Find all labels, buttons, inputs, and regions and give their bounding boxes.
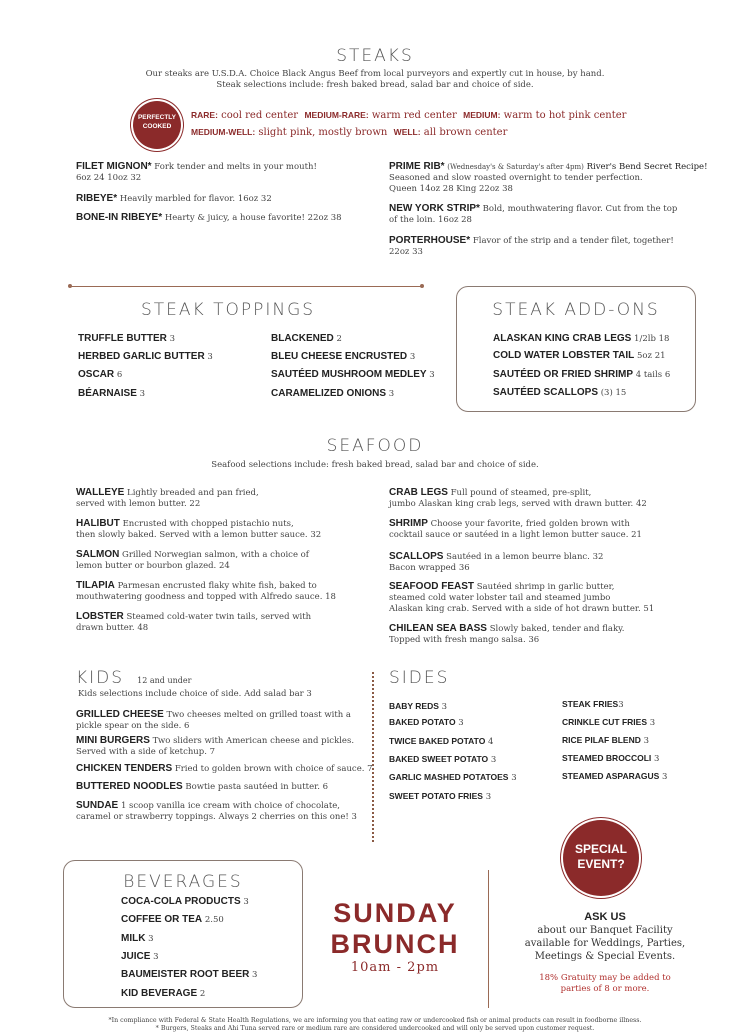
menu-item-prime-rib: PRIME RIB* (Wednesday's & Saturday's after 4pm) River's Bend Secret Recipe! Seasoned and slow roasted overnight to tender perfection. Queen 14oz 28 King 22oz 38 bbox=[389, 161, 708, 194]
side-item: GARLIC MASHED POTATOES 3 bbox=[389, 772, 517, 783]
menu-item-new-york-strip: NEW YORK STRIP* Bold, mouthwatering flavor. Cut from the top of the loin. 16oz 28 bbox=[389, 203, 678, 225]
menu-item-filet-mignon: FILET MIGNON* Fork tender and melts in your mouth! 6oz 24 10oz 32 bbox=[76, 161, 317, 183]
topping-item: BLEU CHEESE ENCRUSTED 3 bbox=[271, 351, 416, 362]
special-event-badge: SPECIAL EVENT? bbox=[563, 820, 639, 896]
side-item: RICE PILAF BLEND 3 bbox=[562, 735, 649, 746]
menu-item-seafood-feast: SEAFOOD FEAST Sautéed shrimp in garlic butter, steamed cold water lobster tail and steamed jumbo Alaskan king crab. Served with a side of hot drawn butter. 51 bbox=[389, 581, 655, 614]
divider-dot-right bbox=[420, 284, 424, 288]
topping-item: TRUFFLE BUTTER 3 bbox=[78, 333, 176, 344]
addon-item: SAUTÉED SCALLOPS (3) 15 bbox=[493, 387, 627, 398]
footer-disclaimer: *In compliance with Federal & State Health Regulations, we are informing you that eating raw or undercooked fish or animal products can result in foodborne illness. * Burgers, Steaks and Ahi Tuna served rare or medium rare are considered undercooked and will only be served upon customer request. bbox=[108, 1017, 642, 1032]
beverage-item: KID BEVERAGE 2 bbox=[121, 988, 206, 999]
beverage-item: COCA-COLA PRODUCTS 3 bbox=[121, 896, 249, 907]
side-item: BAKED POTATO 3 bbox=[389, 717, 464, 728]
sides-title: SIDES bbox=[389, 668, 450, 688]
side-item: BAKED SWEET POTATO 3 bbox=[389, 754, 497, 765]
side-item: SWEET POTATO FRIES 3 bbox=[389, 791, 492, 802]
menu-item-ribeye: RIBEYE* Heavily marbled for flavor. 16oz 32 bbox=[76, 193, 272, 204]
beverage-item: JUICE 3 bbox=[121, 951, 159, 962]
menu-item-porterhouse: PORTERHOUSE* Flavor of the strip and a tender filet, together! 22oz 33 bbox=[389, 235, 674, 257]
side-item: STEAMED BROCCOLI 3 bbox=[562, 753, 660, 764]
menu-item-buttered-noodles: BUTTERED NOODLES Bowtie pasta sautéed in butter. 6 bbox=[76, 781, 329, 792]
topping-item: SAUTÉED MUSHROOM MEDLEY 3 bbox=[271, 369, 435, 380]
menu-item-grilled-cheese: GRILLED CHEESE Two cheeses melted on grilled toast with a pickle spear on the side. 6 bbox=[76, 709, 351, 731]
menu-item-bone-in-ribeye: BONE-IN RIBEYE* Hearty & juicy, a house favorite! 22oz 38 bbox=[76, 212, 342, 223]
menu-item-mini-burgers: MINI BURGERS Two sliders with American cheese and pickles. Served with a side of ketchup. 7 bbox=[76, 735, 355, 757]
addons-title: STEAK ADD-ONS bbox=[492, 300, 660, 320]
addon-item: SAUTÉED OR FRIED SHRIMP 4 tails 6 bbox=[493, 369, 671, 380]
kids-header: KIDS 12 and under bbox=[76, 668, 192, 688]
addon-item: ALASKAN KING CRAB LEGS 1/2lb 18 bbox=[493, 333, 670, 344]
menu-item-scallops: SCALLOPS Sautéed in a lemon beurre blanc. 32 Bacon wrapped 36 bbox=[389, 551, 604, 573]
menu-item-salmon: SALMON Grilled Norwegian salmon, with a choice of lemon butter or bourbon glazed. 24 bbox=[76, 549, 309, 571]
menu-item-tilapia: TILAPIA Parmesan encrusted flaky white fish, baked to mouthwatering goodness and topped with Alfredo sauce. 18 bbox=[76, 580, 336, 602]
menu-item-walleye: WALLEYE Lightly breaded and pan fried, served with lemon butter. 22 bbox=[76, 487, 259, 509]
side-item: STEAK FRIES3 bbox=[562, 699, 624, 710]
seafood-title: SEAFOOD bbox=[326, 436, 424, 456]
topping-item: OSCAR 6 bbox=[78, 369, 123, 380]
menu-item-sundae: SUNDAE 1 scoop vanilla ice cream with choice of chocolate, caramel or strawberry toppings. Always 2 cherries on this one! 3 bbox=[76, 800, 357, 822]
vertical-divider bbox=[372, 672, 374, 842]
side-item: STEAMED ASPARAGUS 3 bbox=[562, 771, 668, 782]
toppings-title: STEAK TOPPINGS bbox=[140, 300, 316, 320]
topping-item: CARAMELIZED ONIONS 3 bbox=[271, 388, 395, 399]
menu-item-lobster: LOBSTER Steamed cold-water twin tails, served with drawn butter. 48 bbox=[76, 611, 312, 633]
doneness-guide: RARE: cool red center MEDIUM-RARE: warm red center MEDIUM: warm to hot pink center MEDIUM-WELL: slight pink, mostly brown WELL: all brown center bbox=[191, 110, 627, 138]
special-event-info: ASK US about our Banquet Facility available for Weddings, Parties, Meetings & Special Events. 18% Gratuity may be added to parties of 8 or more. bbox=[524, 911, 686, 994]
divider-rule bbox=[70, 286, 422, 287]
side-item: TWICE BAKED POTATO 4 bbox=[389, 736, 494, 747]
topping-item: BLACKENED 2 bbox=[271, 333, 342, 344]
topping-item: HERBED GARLIC BUTTER 3 bbox=[78, 351, 213, 362]
menu-item-chilean-sea-bass: CHILEAN SEA BASS Slowly baked, tender and flaky. Topped with fresh mango salsa. 36 bbox=[389, 623, 625, 645]
kids-intro: Kids selections include choice of side. Add salad bar 3 bbox=[78, 689, 312, 699]
side-item: CRINKLE CUT FRIES 3 bbox=[562, 717, 656, 728]
seafood-intro: Seafood selections include: fresh baked bread, salad bar and choice of side. bbox=[211, 460, 539, 470]
menu-item-crab-legs: CRAB LEGS Full pound of steamed, pre-split, jumbo Alaskan king crab legs, served with drawn butter. 42 bbox=[389, 487, 647, 509]
side-item: BABY REDS 3 bbox=[389, 701, 448, 712]
beverage-item: BAUMEISTER ROOT BEER 3 bbox=[121, 969, 258, 980]
beverage-item: COFFEE OR TEA 2.50 bbox=[121, 914, 224, 925]
steaks-intro: Our steaks are U.S.D.A. Choice Black Angus Beef from local purveyors and expertly cut in house, by hand. Steak selections include: fresh baked bread, salad bar and choice of side. bbox=[145, 69, 605, 90]
menu-item-shrimp: SHRIMP Choose your favorite, fried golden brown with cocktail sauce or sautéed in a light lemon butter sauce. 21 bbox=[389, 518, 642, 540]
menu-item-halibut: HALIBUT Encrusted with chopped pistachio nuts, then slowly baked. Served with a lemon butter sauce. 32 bbox=[76, 518, 322, 540]
sunday-brunch: SUNDAY BRUNCH 10am - 2pm bbox=[330, 898, 460, 975]
steaks-title: STEAKS bbox=[336, 46, 414, 66]
perfectly-cooked-badge: PERFECTLY COOKED bbox=[133, 101, 181, 149]
brunch-divider bbox=[488, 870, 489, 1008]
beverage-item: MILK 3 bbox=[121, 933, 154, 944]
topping-item: BÉARNAISE 3 bbox=[78, 388, 146, 399]
addon-item: COLD WATER LOBSTER TAIL 5oz 21 bbox=[493, 350, 666, 361]
beverages-title: BEVERAGES bbox=[123, 872, 243, 892]
menu-item-chicken-tenders: CHICKEN TENDERS Fried to golden brown with choice of sauce. 7 bbox=[76, 763, 373, 774]
